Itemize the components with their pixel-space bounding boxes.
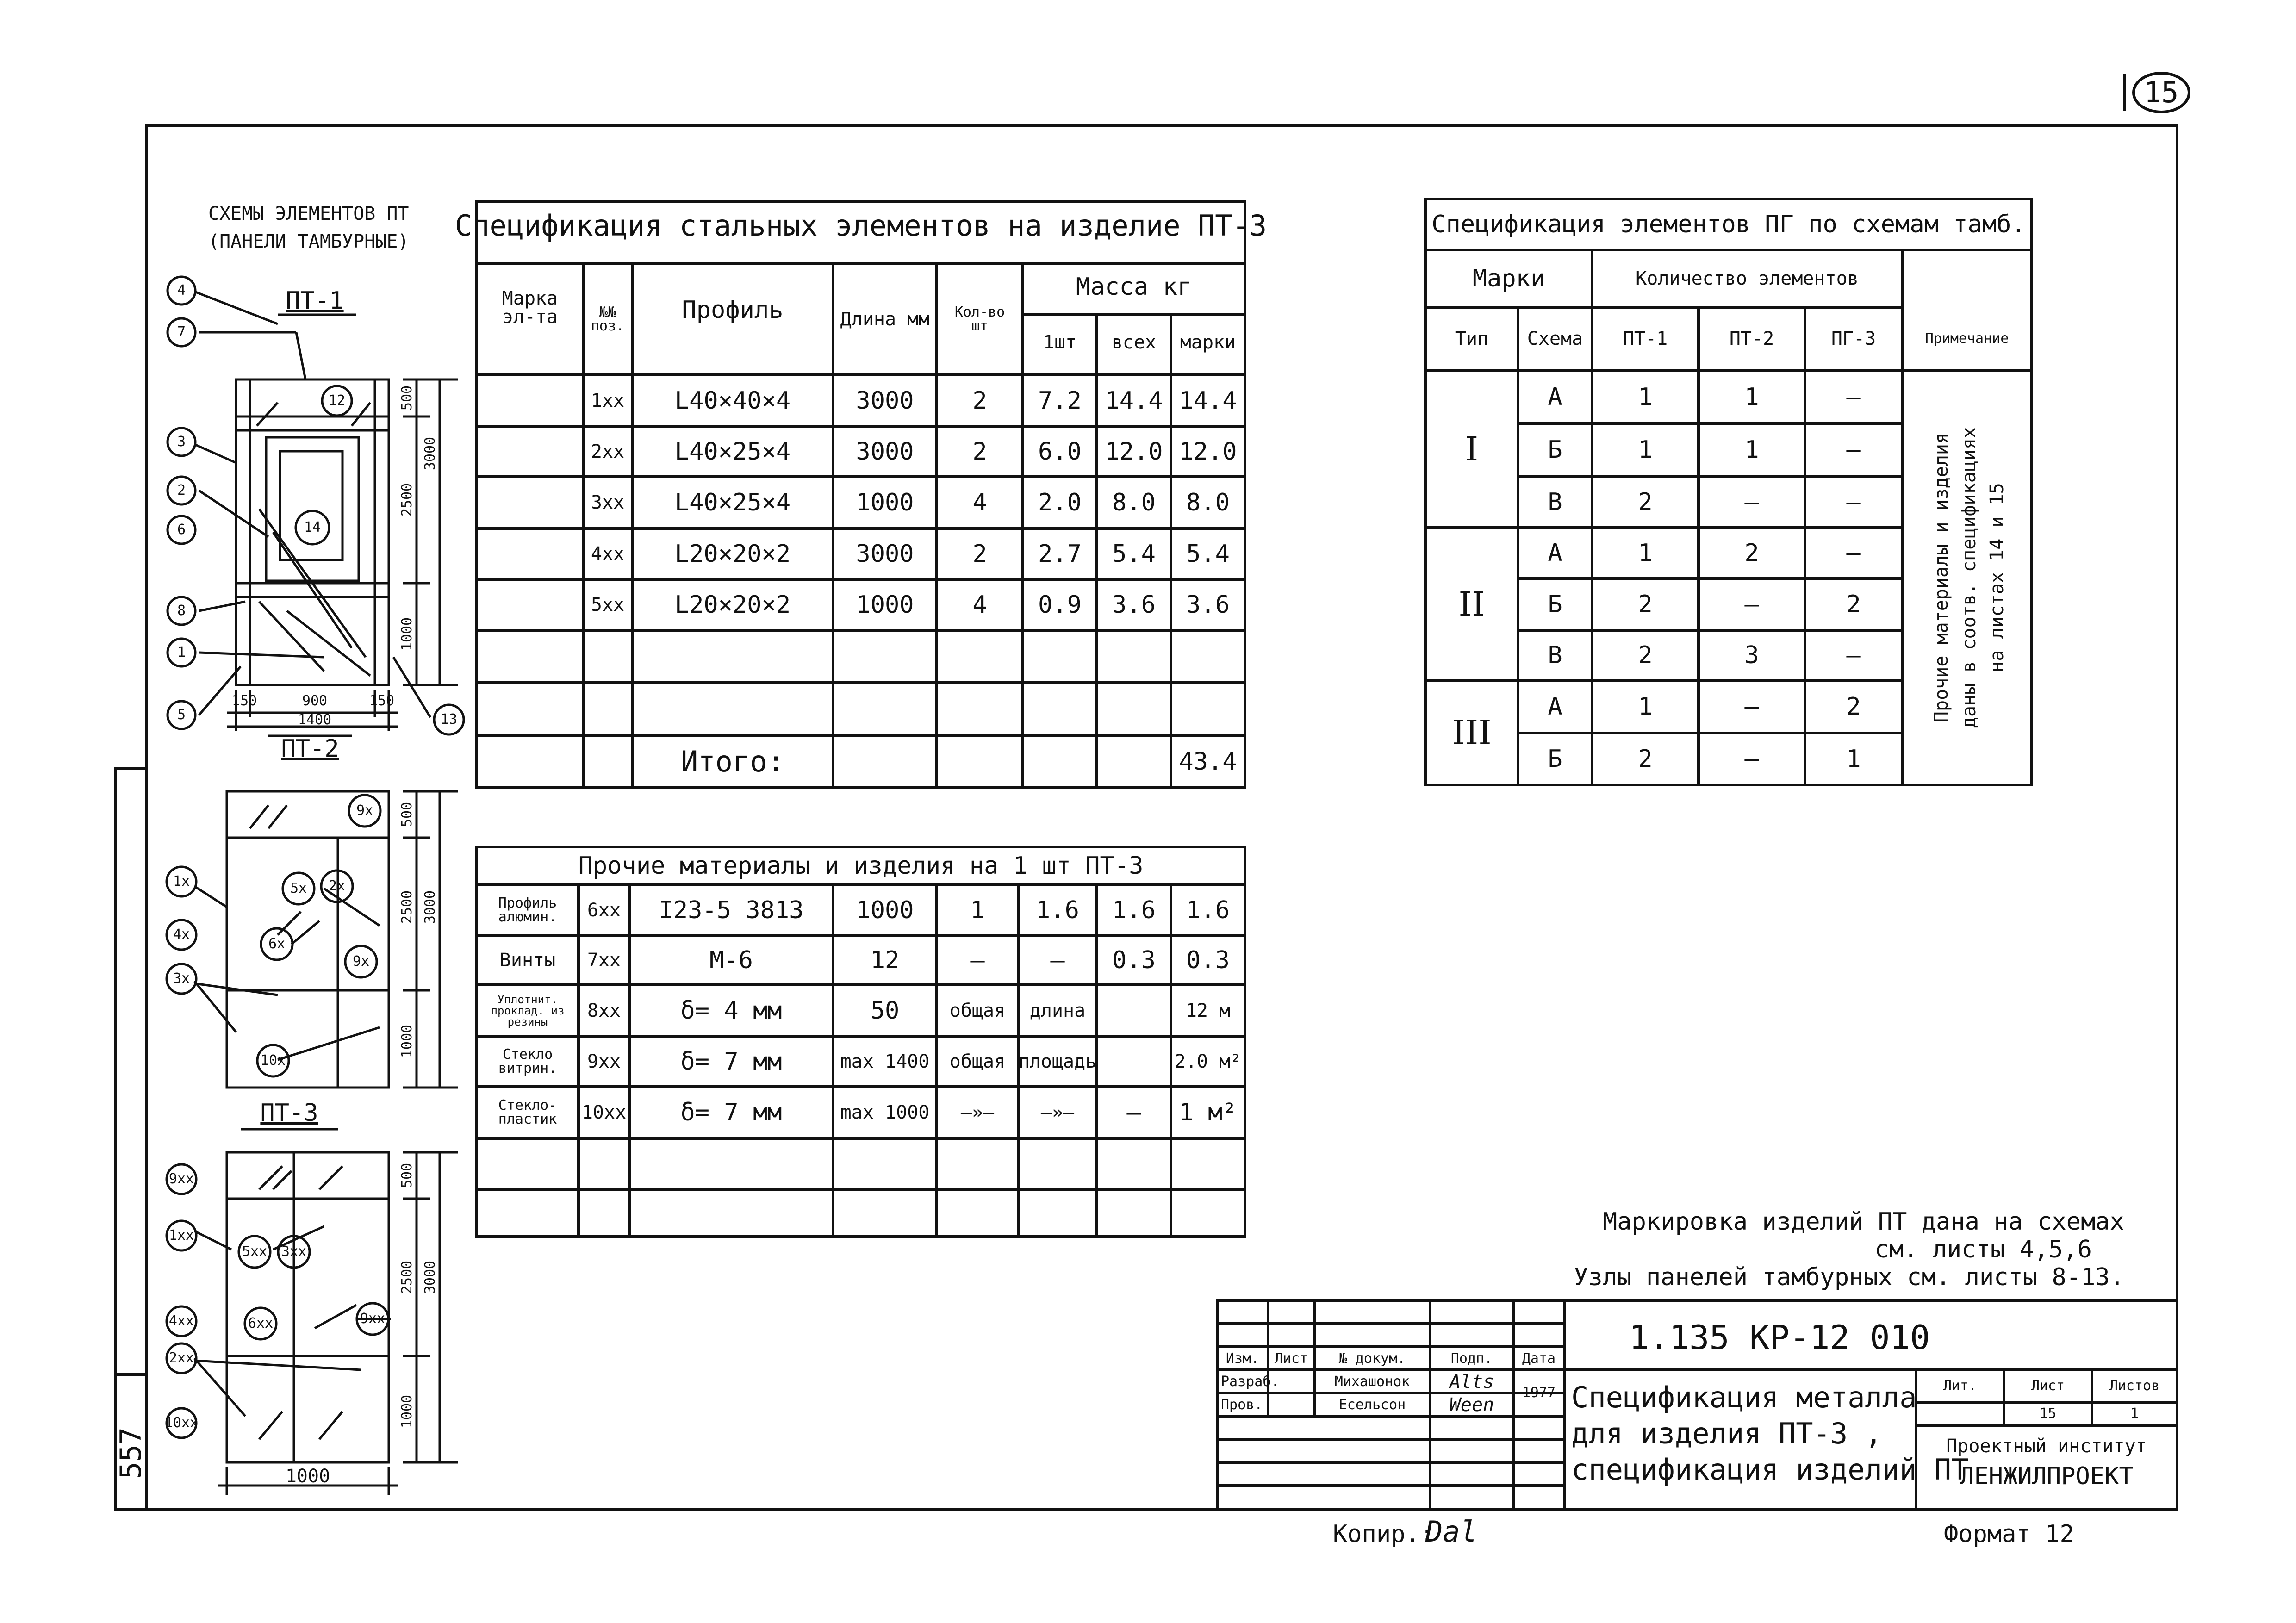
cell-length: 1000 — [856, 591, 914, 619]
cell-length: 3000 — [856, 540, 914, 568]
callout-text: 1x — [173, 873, 190, 889]
cell-length: 12 — [870, 946, 900, 974]
left-stamp-strip — [116, 768, 146, 1510]
pt-col-pt1: ПТ-1 — [1623, 328, 1668, 349]
cell-profile: L40×25×4 — [674, 438, 791, 466]
dim-label: 1000 — [285, 1466, 330, 1487]
cell-pt1: 2 — [1638, 641, 1653, 669]
cell-name: Стекло-пластик — [498, 1097, 557, 1127]
cell-shema: Б — [1548, 591, 1562, 618]
steel-col-profile: Профиль — [682, 296, 784, 324]
cell-qty: общая — [949, 1000, 1006, 1021]
cell-qty: 1 — [970, 896, 985, 924]
cell-pt1: 2 — [1638, 745, 1653, 773]
dim-label: 3000 — [422, 1260, 438, 1294]
steel-col-mass-all: всех — [1111, 332, 1157, 353]
pt-col-marki: Марки — [1472, 265, 1545, 292]
tb-listov-value: 1 — [2130, 1405, 2139, 1422]
tb-sign1: Alts — [1449, 1371, 1494, 1393]
cell-qty: 4 — [972, 591, 987, 619]
callout-text: 12 — [328, 392, 346, 409]
cell-qty: 2 — [972, 438, 987, 466]
other-table-title: Прочие материалы и изделия на 1 шт ПТ-3 — [578, 852, 1144, 880]
steel-total-value: 43.4 — [1179, 748, 1237, 776]
cell-mall: 5.4 — [1112, 540, 1156, 568]
dim-label: 1000 — [399, 617, 415, 651]
cell-shema: В — [1548, 641, 1562, 669]
tb-col-izm: Изм. — [1226, 1350, 1260, 1367]
cell-m1: 2.0 — [1038, 489, 1082, 516]
cell-shema: А — [1548, 539, 1562, 567]
cell-mall: 1.6 — [1112, 896, 1156, 924]
cell-shema: В — [1548, 488, 1562, 516]
tb-sign2: Ween — [1449, 1394, 1494, 1416]
cell-mall: 0.3 — [1112, 946, 1156, 974]
cell-m1: 7.2 — [1038, 387, 1082, 415]
callout-text: 3xx — [281, 1244, 307, 1260]
steel-total-label: Итого: — [681, 745, 784, 778]
cell-pt3: — — [1846, 436, 1861, 464]
callout-text: 10xx — [164, 1415, 199, 1431]
cell-mmark: 0.3 — [1186, 946, 1230, 974]
cell-pos: 6xx — [587, 900, 621, 921]
pt-col-pt2: ПТ-2 — [1729, 328, 1774, 349]
callout-text: 2x — [328, 878, 346, 894]
pt-note-line3: на листах 14 и 15 — [1986, 483, 2008, 672]
dim-label: 500 — [399, 802, 415, 827]
steel-col-mass: Масса кг — [1076, 273, 1192, 301]
cell-spec: I23-5 3813 — [659, 896, 804, 924]
callout-text: 2xx — [168, 1350, 194, 1366]
cell-qty: 4 — [972, 489, 987, 516]
callout-text: 6xx — [248, 1315, 274, 1331]
pt-type-III: III — [1452, 713, 1492, 752]
cell-profile: L40×40×4 — [674, 387, 791, 415]
cell-pt3: 2 — [1846, 591, 1861, 618]
callout-text: 8 — [177, 603, 186, 619]
schemes-title-line2: (ПАНЕЛИ ТАМБУРНЫЕ) — [208, 231, 409, 252]
callout-text: 7 — [177, 324, 186, 340]
steel-col-length: Длина мм — [840, 309, 930, 330]
cell-profile: L20×20×2 — [674, 591, 791, 619]
callout-text: 4 — [177, 282, 186, 298]
dim-label: 3000 — [422, 436, 438, 471]
cell-pt1: 1 — [1638, 383, 1653, 411]
cell-mmark: 12 м — [1185, 1000, 1231, 1021]
note-line3: Узлы панелей тамбурных см. листы 8-13. — [1574, 1263, 2124, 1291]
tb-razrab-label: Разраб. — [1221, 1374, 1280, 1390]
callout-text: 2 — [177, 482, 186, 498]
tb-prov-name: Есельсон — [1338, 1397, 1406, 1413]
cell-pt3: — — [1846, 641, 1861, 669]
cell-pos: 9xx — [587, 1051, 621, 1072]
tb-col-doc: № докум. — [1338, 1350, 1406, 1367]
dim-label: 1000 — [399, 1024, 415, 1058]
cell-pos: 5xx — [591, 594, 625, 616]
tb-org-line1: Проектный институт — [1946, 1436, 2147, 1457]
steel-col-mass-1: 1шт — [1043, 332, 1077, 353]
cell-name: Стекло витрин. — [498, 1046, 557, 1076]
callout-text: 14 — [304, 519, 321, 535]
cell-m1: —»— — [1040, 1102, 1075, 1123]
cell-qty: 2 — [972, 540, 987, 568]
tb-title-line3: спецификация изделий ПТ — [1571, 1453, 1969, 1486]
cell-shema: А — [1548, 693, 1562, 721]
cell-name: Уплотнит. проклад. из резины — [491, 993, 565, 1028]
tb-title-line2: для изделия ПТ-3 , — [1571, 1417, 1882, 1450]
cell-mmark: 8.0 — [1186, 489, 1230, 516]
tb-col-data: Дата — [1522, 1350, 1556, 1367]
pt3-scheme-drawing — [194, 791, 458, 1129]
cell-length: 1000 — [856, 489, 914, 516]
callout-text: 5xx — [242, 1244, 268, 1260]
pt-col-pt3: ПГ-3 — [1831, 328, 1876, 349]
cell-length: 50 — [870, 997, 900, 1025]
callout-text: 3 — [177, 434, 186, 450]
cell-pt2: 2 — [1744, 539, 1759, 567]
cell-qty: —»— — [960, 1102, 995, 1123]
pt-bottom-scheme-drawing — [194, 1152, 458, 1495]
callout-text: 4x — [173, 927, 190, 943]
dim-label: 500 — [399, 1163, 415, 1188]
callout-text: 4xx — [168, 1313, 194, 1329]
cell-mmark: 12.0 — [1179, 438, 1237, 466]
cell-pt3: — — [1846, 488, 1861, 516]
dim-label: 900 — [302, 693, 328, 709]
tb-org-line2: ЛЕНЖИЛПРОЕКТ — [1960, 1462, 2134, 1490]
cell-mmark: 2.0 м² — [1174, 1051, 1242, 1072]
cell-length: max 1000 — [840, 1102, 930, 1123]
tb-col-list: Лист — [1274, 1350, 1308, 1367]
cell-name: Профиль алюмин. — [498, 895, 557, 925]
copy-signature: Dal — [1425, 1515, 1477, 1548]
tb-col-podp: Подп. — [1450, 1350, 1493, 1367]
callout-text: 9x — [352, 953, 370, 970]
cell-length: 1000 — [856, 896, 914, 924]
cell-name: Винты — [499, 950, 556, 971]
cell-qty: — — [970, 946, 985, 974]
steel-table-title: Спецификация стальных элементов на изделие ПТ-3 — [454, 209, 1267, 243]
cell-shema: Б — [1548, 745, 1562, 773]
doc-code: 1.135 КР-12 010 — [1629, 1318, 1930, 1357]
cell-qty: 2 — [972, 387, 987, 415]
cell-mall: 8.0 — [1112, 489, 1156, 516]
cell-pos: 8xx — [587, 1000, 621, 1021]
cell-pt1: 1 — [1638, 693, 1653, 721]
cell-m1: 2.7 — [1038, 540, 1082, 568]
tb-listov-label: Листов — [2109, 1378, 2160, 1394]
pt1-label: ПТ-1 — [286, 287, 344, 315]
cell-shema: А — [1548, 383, 1562, 411]
cell-length: max 1400 — [840, 1051, 930, 1072]
tb-prov-label: Пров. — [1221, 1397, 1263, 1413]
tb-list-value: 15 — [2039, 1405, 2057, 1422]
pt-table-title: Спецификация элементов ПГ по схемам тамб. — [1431, 211, 2026, 238]
schemes-title-line1: СХЕМЫ ЭЛЕМЕНТОВ ПТ — [208, 203, 409, 224]
cell-m1: 1.6 — [1036, 896, 1079, 924]
cell-pt2: — — [1744, 488, 1759, 516]
callout-text: 9x — [356, 802, 373, 819]
pt-note-line2: даны в соотв. спецификациях — [1959, 427, 1980, 728]
cell-spec: δ= 4 мм — [680, 997, 782, 1025]
dim-label: 1400 — [298, 712, 332, 728]
cell-pt2: 3 — [1744, 641, 1759, 669]
pt-col-qty: Количество элементов — [1636, 268, 1859, 289]
callout-text: 6x — [268, 936, 286, 952]
cell-pos: 10xx — [581, 1102, 627, 1123]
cell-mall: 14.4 — [1105, 387, 1163, 415]
copy-label: Копир.: — [1333, 1520, 1435, 1548]
cell-pos: 4xx — [591, 543, 625, 565]
cell-mall: — — [1126, 1099, 1141, 1126]
cell-profile: L40×25×4 — [674, 489, 791, 516]
cell-mmark: 5.4 — [1186, 540, 1230, 568]
cell-m1: 0.9 — [1038, 591, 1082, 619]
callout-text: 1 — [177, 644, 186, 660]
dim-label: 2500 — [399, 483, 415, 517]
cell-pt3: 1 — [1846, 745, 1861, 773]
cell-mmark: 1.6 — [1186, 896, 1230, 924]
dim-label: 3000 — [422, 890, 438, 924]
pt-col-note: Примечание — [1925, 330, 2009, 347]
callout-text: 6 — [177, 522, 186, 538]
cell-pt2: 1 — [1744, 383, 1759, 411]
tb-title-line1: Спецификация металла — [1571, 1380, 1917, 1414]
pt1-scheme-drawing — [194, 292, 458, 736]
pt-type-I: I — [1465, 429, 1479, 468]
tb-razrab-name: Михашонок — [1334, 1374, 1410, 1390]
cell-pt2: — — [1744, 693, 1759, 721]
callout-text: 3x — [173, 970, 190, 987]
format-label: Формат 12 — [1944, 1520, 2074, 1548]
dim-label: 500 — [399, 385, 415, 411]
callout-text: 1xx — [168, 1227, 194, 1244]
cell-pos: 7xx — [587, 950, 621, 971]
pt-note-line1: Прочие материалы и изделия — [1931, 432, 1952, 723]
callout-text: 10x — [260, 1052, 286, 1069]
cell-mall: 12.0 — [1105, 438, 1163, 466]
steel-col-marka: Марка эл-та — [502, 288, 558, 328]
callout-text: 13 — [440, 711, 458, 728]
tb-year: 1977 — [1522, 1385, 1556, 1401]
cell-pt2: — — [1744, 745, 1759, 773]
pt-type-II: II — [1458, 585, 1485, 623]
cell-m1: — — [1050, 946, 1065, 974]
cell-pt1: 2 — [1638, 488, 1653, 516]
dim-label: 150 — [369, 693, 395, 709]
pt-col-shema: Схема — [1527, 328, 1583, 349]
dim-label: 2500 — [399, 890, 415, 924]
sheet-circle-number: 15 — [2144, 75, 2179, 109]
dim-label: 2500 — [399, 1260, 415, 1294]
note-line1: Маркировка изделий ПТ дана на схемах — [1602, 1208, 2124, 1236]
note-line2: см. листы 4,5,6 — [1874, 1236, 2092, 1263]
cell-spec: δ= 7 мм — [680, 1099, 782, 1126]
callout-text: 5 — [177, 707, 186, 723]
cell-mmark: 14.4 — [1179, 387, 1237, 415]
steel-col-qty: Кол-во шт — [954, 304, 1005, 334]
cell-pt1: 1 — [1638, 539, 1653, 567]
left-stamp-number: 557 — [114, 1427, 148, 1479]
cell-m1: длина — [1029, 1000, 1086, 1021]
cell-pt1: 1 — [1638, 436, 1653, 464]
cell-pt2: 1 — [1744, 436, 1759, 464]
cell-pos: 3xx — [591, 492, 625, 513]
callout-text: 9xx — [168, 1171, 194, 1187]
cell-mmark: 1 м² — [1179, 1099, 1237, 1126]
dim-label: 1000 — [399, 1394, 415, 1429]
callout-text: 9xx — [360, 1311, 386, 1327]
callout-text: 5x — [290, 880, 307, 896]
tb-list-label: Лист — [2031, 1378, 2065, 1394]
pt3-label: ПТ-3 — [260, 1099, 318, 1127]
steel-col-mass-marki: марки — [1180, 332, 1236, 353]
pt-col-tip: Тип — [1455, 328, 1489, 349]
cell-profile: L20×20×2 — [674, 540, 791, 568]
dim-label: 150 — [231, 693, 257, 709]
cell-pt2: — — [1744, 591, 1759, 618]
cell-spec: δ= 7 мм — [680, 1048, 782, 1076]
cell-pt1: 2 — [1638, 591, 1653, 618]
cell-mmark: 3.6 — [1186, 591, 1230, 619]
cell-shema: Б — [1548, 436, 1562, 464]
cell-qty: общая — [949, 1051, 1006, 1072]
cell-pt3: 2 — [1846, 693, 1861, 721]
cell-length: 3000 — [856, 438, 914, 466]
tb-lit-label: Лит. — [1943, 1378, 1977, 1394]
pt2-label: ПТ-2 — [281, 735, 339, 763]
cell-spec: М-6 — [709, 946, 753, 974]
cell-m1: 6.0 — [1038, 438, 1082, 466]
cell-pos: 1xx — [591, 390, 625, 411]
steel-col-pos: №№ поз. — [591, 304, 625, 334]
cell-m1: площадь — [1018, 1051, 1097, 1072]
cell-pt3: — — [1846, 539, 1861, 567]
cell-pt3: — — [1846, 383, 1861, 411]
cell-length: 3000 — [856, 387, 914, 415]
cell-pos: 2xx — [591, 441, 625, 462]
cell-mall: 3.6 — [1112, 591, 1156, 619]
